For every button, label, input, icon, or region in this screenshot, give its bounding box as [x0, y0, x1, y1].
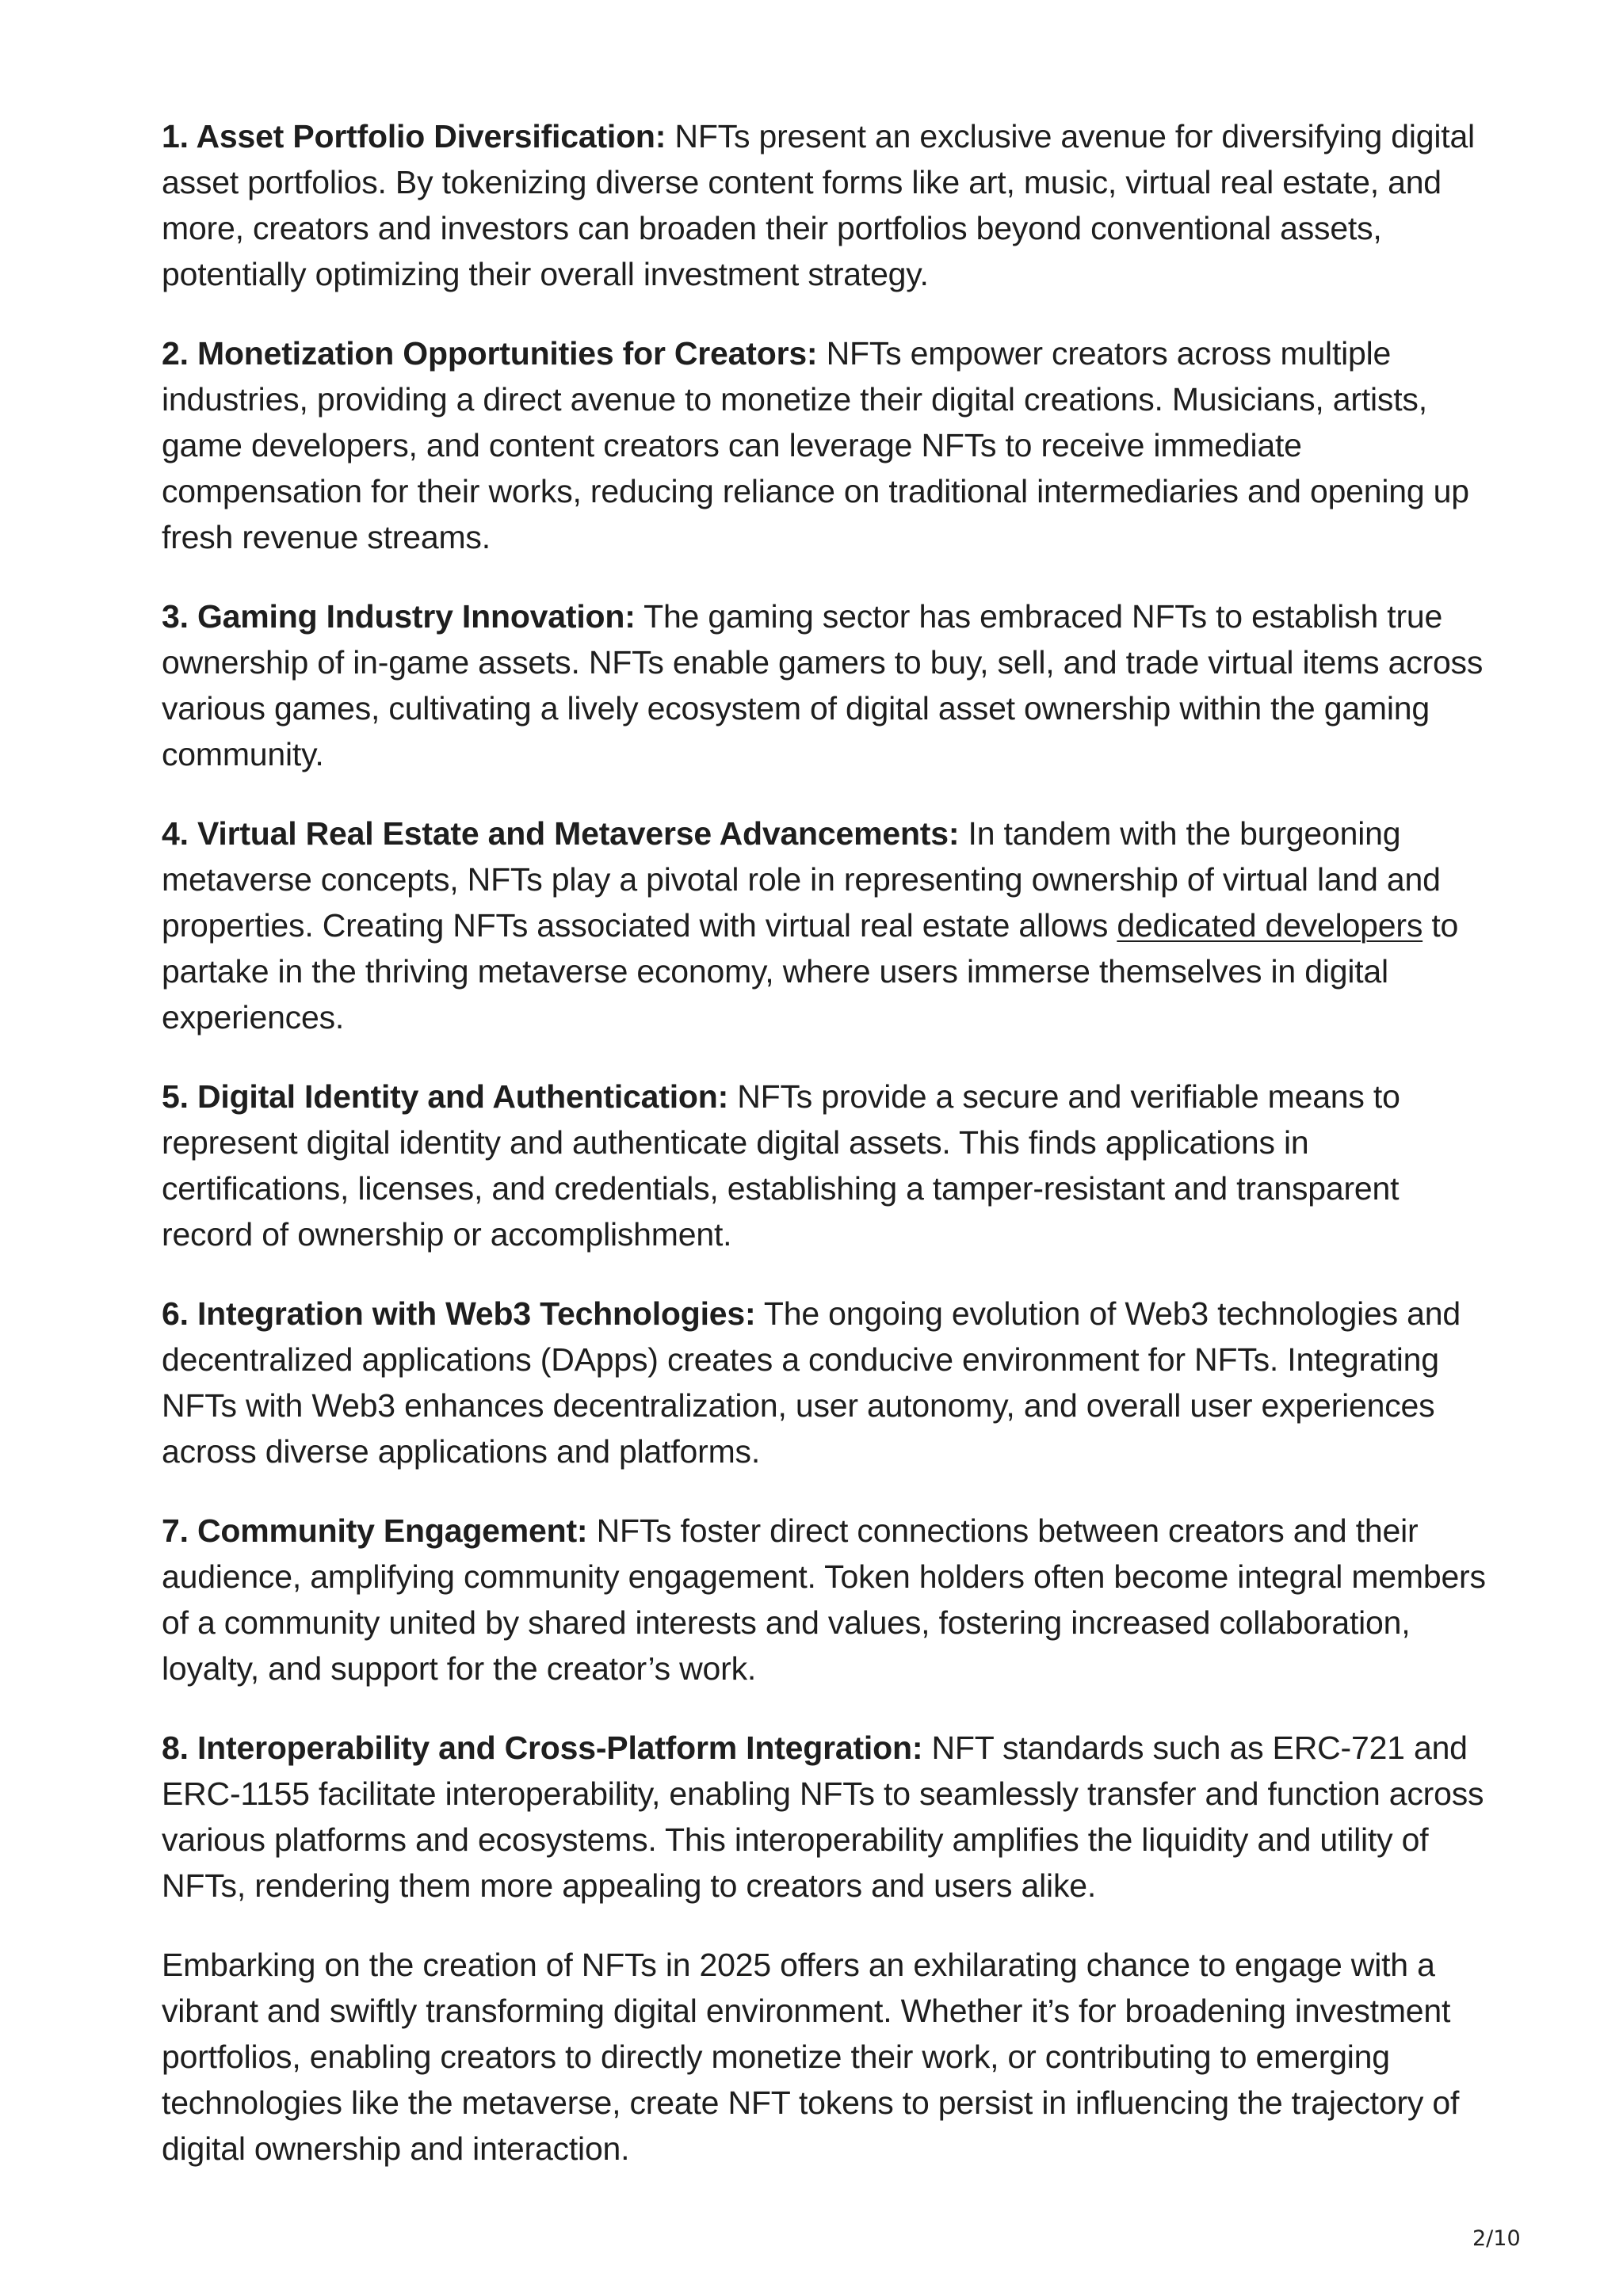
benefit-item-3-body: The gaming sector has embraced NFTs to establish true ownership of in-game assets. NFTs enable gamers to buy, sell, and trade virtual items across various games, cultivating a lively ecosystem of digital asset ownership within the gaming community. [162, 598, 1484, 772]
benefit-item-7-body: NFTs foster direct connections between creators and their audience, amplifying community engagement. Token holders often become integral members of a community united by shared interests and values, fostering increased collaboration, loyalty, and support for the creator’s work. [162, 1512, 1486, 1687]
benefit-item-5-body: NFTs provide a secure and verifiable means to represent digital identity and authenticate digital assets. This finds applications in certifications, licenses, and credentials, establishing a tamper-resistant and transparent record of ownership or accomplishment. [162, 1078, 1400, 1253]
benefit-item-1-title: 1. Asset Portfolio Diversification: [162, 118, 666, 154]
benefit-item-6 [162, 1291, 1493, 1474]
benefit-item-1 [162, 113, 1493, 297]
benefit-item-6-title: 6. Integration with Web3 Technologies: [162, 1295, 756, 1332]
benefit-item-4-title: 4. Virtual Real Estate and Metaverse Advancements: [162, 815, 960, 852]
benefit-item-8 [162, 1725, 1493, 1909]
benefit-item-2-title: 2. Monetization Opportunities for Creators: [162, 335, 818, 372]
benefit-item-3-title: 3. Gaming Industry Innovation: [162, 598, 636, 635]
benefit-item-4-body-after: to partake in the thriving metaverse economy, where users immerse themselves in digital experiences. [162, 907, 1459, 1035]
page-number: 2/10 [1472, 2226, 1521, 2251]
document-body [162, 113, 1493, 2205]
benefit-item-4-body-before: In tandem with the burgeoning metaverse concepts, NFTs play a pivotal role in representing ownership of virtual land and properties. Creating NFTs associated with virtual real estate allows [162, 815, 1441, 944]
benefit-item-7 [162, 1508, 1493, 1691]
benefit-item-2 [162, 330, 1493, 560]
benefit-item-2-body: NFTs empower creators across multiple industries, providing a direct avenue to monetize their digital creations. Musicians, artists, game developers, and content creators can leverage NFTs to receive immediate compensation for their works, reducing reliance on traditional intermediaries and opening up fresh revenue streams. [162, 335, 1469, 555]
benefit-item-5-title: 5. Digital Identity and Authentication: [162, 1078, 729, 1115]
conclusion-paragraph: Embarking on the creation of NFTs in 2025 offers an exhilarating chance to engage with a vibrant and swiftly transforming digital environment. Whether it’s for broadening investment portfolios, enabling creators to directly monetize their work, or contributing to emerging technologies like the metaverse, create NFT tokens to persist in influencing the trajectory of digital ownership and interaction. [162, 1947, 1460, 2167]
benefit-item-4 [162, 810, 1493, 1040]
benefit-item-5 [162, 1074, 1493, 1257]
benefit-item-1-body: NFTs present an exclusive avenue for diversifying digital asset portfolios. By tokenizing diverse content forms like art, music, virtual real estate, and more, creators and investors can broaden their portfolios beyond conventional assets, potentially optimizing their overall investment strategy. [162, 118, 1475, 292]
benefit-item-8-body: NFT standards such as ERC-721 and ERC-1155 facilitate interoperability, enabling NFTs to seamlessly transfer and function across various platforms and ecosystems. This interoperability amplifies the liquidity and utility of NFTs, rendering them more appealing to creators and users alike. [162, 1730, 1484, 1904]
benefit-item-6-body: The ongoing evolution of Web3 technologies and decentralized applications (DApps) creates a conducive environment for NFTs. Integrating NFTs with Web3 enhances decentralization, user autonomy, and overall user experiences across diverse applications and platforms. [162, 1295, 1461, 1470]
dedicated-developers-link[interactable]: dedicated developers [1117, 907, 1423, 944]
benefit-item-3 [162, 593, 1493, 777]
benefit-item-8-title: 8. Interoperability and Cross-Platform Integration: [162, 1730, 923, 1766]
benefit-item-7-title: 7. Community Engagement: [162, 1512, 588, 1549]
